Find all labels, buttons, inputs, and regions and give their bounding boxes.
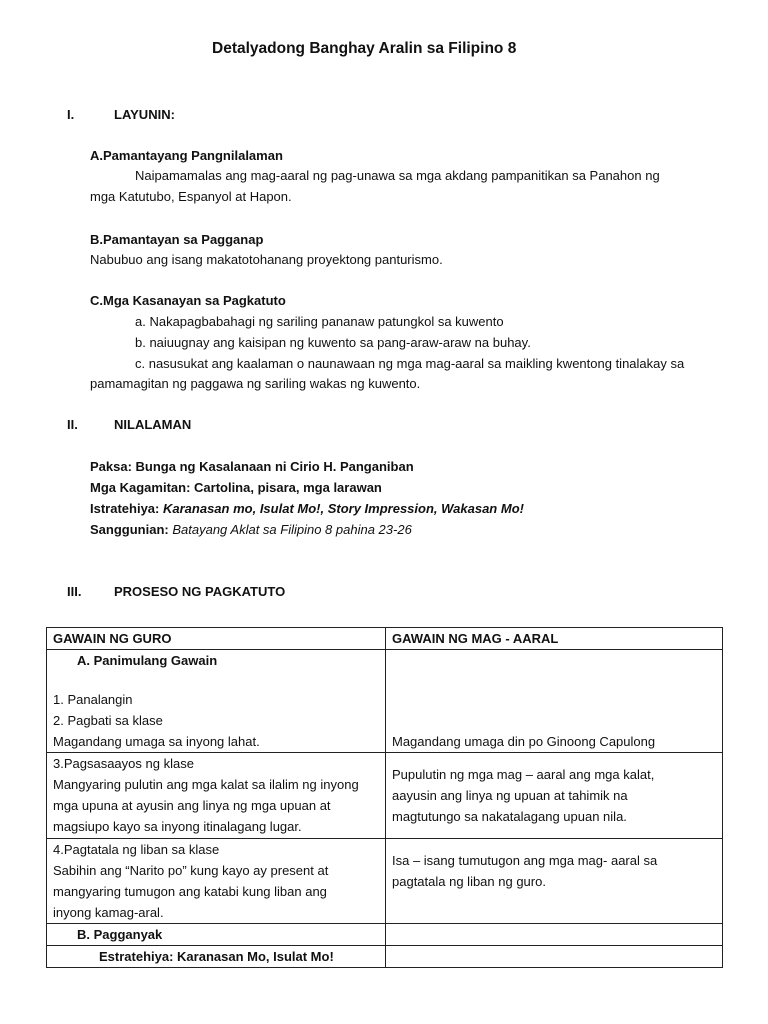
list-item: 1. Panalangin bbox=[53, 692, 133, 707]
subsection-c-heading: C.Mga Kasanayan sa Pagkatuto bbox=[90, 293, 286, 308]
mag-aaral-cell bbox=[386, 839, 723, 924]
section-3-numeral: III. bbox=[67, 584, 82, 599]
sanggunian-label: Sanggunian: bbox=[90, 522, 169, 537]
guro-cell bbox=[47, 650, 386, 753]
section-2-heading: NILALAMAN bbox=[114, 417, 192, 432]
header-gawain-ng-mag-aaral: GAWAIN NG MAG - AARAL bbox=[386, 628, 723, 650]
guro-line: magsiupo kayo sa inyong itinalagang lugar. bbox=[53, 819, 302, 834]
section-1-heading: LAYUNIN: bbox=[114, 107, 175, 122]
panimulang-gawain-heading: A. Panimulang Gawain bbox=[77, 653, 218, 668]
pagtatala-heading: 4.Pagtatala ng liban sa klase bbox=[53, 842, 220, 857]
istratehiya-line bbox=[90, 501, 524, 517]
pagsasaayos-heading: 3.Pagsasaayos ng klase bbox=[53, 756, 194, 771]
table-header-row bbox=[47, 628, 723, 650]
mag-aaral-line: pagtatala ng liban ng guro. bbox=[392, 874, 546, 889]
guro-line: Mangyaring pulutin ang mga kalat sa ilalim ng inyong bbox=[53, 777, 359, 792]
subsection-a-text-line-2: mga Katutubo, Espanyol at Hapon. bbox=[90, 189, 292, 204]
istratehiya-value: Karanasan mo, Isulat Mo!, Story Impression, Wakasan Mo! bbox=[163, 501, 524, 516]
mag-aaral-line: magtutungo sa nakatalagang upuan nila. bbox=[392, 809, 627, 824]
pagganyak-heading: B. Pagganyak bbox=[77, 927, 163, 942]
subsection-c-item: a. Nakapagbabahagi ng sariling pananaw patungkol sa kuwento bbox=[135, 314, 504, 329]
guro-line: inyong kamag-aral. bbox=[53, 905, 164, 920]
kagamitan-line: Mga Kagamitan: Cartolina, pisara, mga larawan bbox=[90, 480, 382, 495]
header-gawain-ng-guro: GAWAIN NG GURO bbox=[47, 628, 386, 650]
mag-aaral-line: aayusin ang linya ng upuan at tahimik na bbox=[392, 788, 628, 803]
subsection-b-heading: B.Pamantayan sa Pagganap bbox=[90, 232, 264, 247]
sanggunian-value: Batayang Aklat sa Filipino 8 pahina 23-26 bbox=[172, 522, 412, 537]
subsection-b-text: Nabubuo ang isang makatotohanang proyektong panturismo. bbox=[90, 252, 443, 267]
subsection-a-text-line-1: Naipamamalas ang mag-aaral ng pag-unawa sa mga akdang pampanitikan sa Panahon ng bbox=[135, 168, 660, 183]
document-title: Detalyadong Banghay Aralin sa Filipino 8 bbox=[212, 40, 517, 57]
guro-cell bbox=[47, 839, 386, 924]
mag-aaral-greeting: Magandang umaga din po Ginoong Capulong bbox=[392, 734, 656, 749]
guro-line: mga upuna at ayusin ang linya ng mga upuan at bbox=[53, 798, 331, 813]
guro-greeting: Magandang umaga sa inyong lahat. bbox=[53, 734, 260, 749]
mag-aaral-cell bbox=[386, 650, 723, 753]
table-row-pagsasaayos bbox=[47, 753, 723, 839]
list-item: 2. Pagbati sa klase bbox=[53, 713, 163, 728]
guro-line: mangyaring tumugon ang katabi kung liban ang bbox=[53, 884, 327, 899]
mag-aaral-cell bbox=[386, 753, 723, 839]
section-1-numeral: I. bbox=[67, 107, 75, 122]
paksa-line: Paksa: Bunga ng Kasalanaan ni Cirio H. Panganiban bbox=[90, 459, 414, 474]
mag-aaral-cell bbox=[386, 946, 723, 968]
guro-cell bbox=[47, 924, 386, 946]
guro-line: Sabihin ang “Narito po” kung kayo ay present at bbox=[53, 863, 329, 878]
table-row-estratehiya bbox=[47, 946, 723, 968]
mag-aaral-line: Pupulutin ng mga mag – aaral ang mga kalat, bbox=[392, 767, 655, 782]
subsection-c-item: b. naiuugnay ang kaisipan ng kuwento sa pang-araw-araw na buhay. bbox=[135, 335, 531, 350]
guro-cell bbox=[47, 753, 386, 839]
subsection-c-item: c. nasusukat ang kaalaman o naunawaan ng mga mag-aaral sa maikling kwentong tinalakay sa bbox=[135, 356, 685, 371]
estratehiya-heading: Estratehiya: Karanasan Mo, Isulat Mo! bbox=[99, 949, 334, 964]
sanggunian-line bbox=[90, 522, 412, 538]
section-3-heading: PROSESO NG PAGKATUTO bbox=[114, 584, 286, 599]
mag-aaral-cell bbox=[386, 924, 723, 946]
istratehiya-label: Istratehiya: bbox=[90, 501, 160, 516]
guro-cell bbox=[47, 946, 386, 968]
table-row-pagtatala bbox=[47, 839, 723, 924]
table-row-pagganyak bbox=[47, 924, 723, 946]
mag-aaral-line: Isa – isang tumutugon ang mga mag- aaral sa bbox=[392, 853, 658, 868]
section-2-numeral: II. bbox=[67, 417, 78, 432]
subsection-a-heading: A.Pamantayang Pangnilalaman bbox=[90, 148, 283, 163]
table-row-panimulang-gawain bbox=[47, 650, 723, 753]
process-table bbox=[46, 627, 723, 968]
subsection-c-item-continuation: pamamagitan ng paggawa ng sariling wakas ng kuwento. bbox=[90, 376, 421, 391]
